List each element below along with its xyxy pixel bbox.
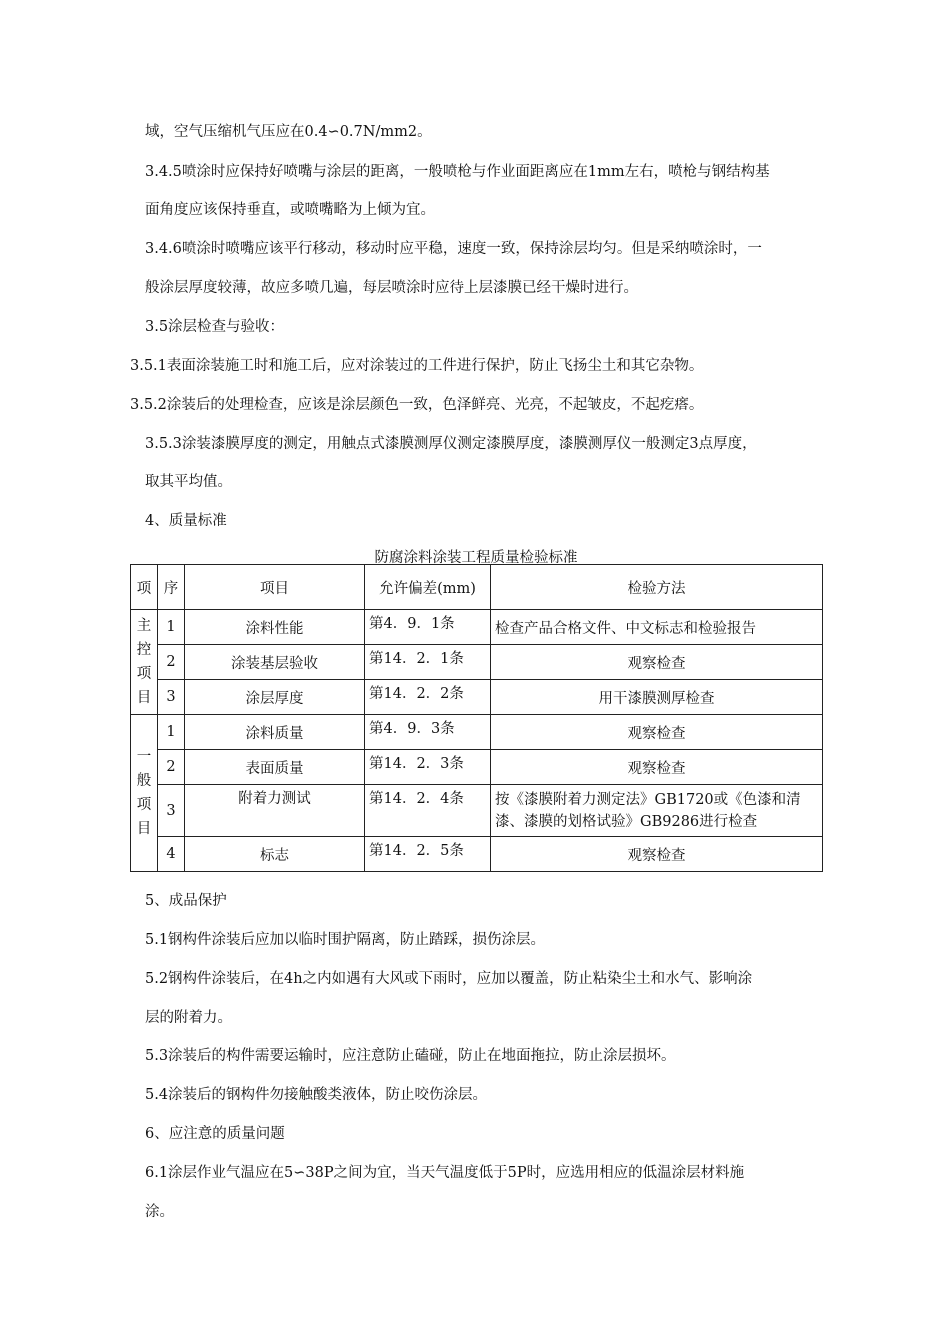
- tolerance-cell: 第14．2．3条: [365, 750, 491, 785]
- paragraph: 3.4.5喷涂时应保持好喷嘴与涂层的距离，一般喷枪与作业面距离应在1mm左右，喷枪与钢结构基: [145, 164, 770, 180]
- tolerance-cell: 第14．2．5条: [365, 837, 491, 872]
- header-cell: 项目: [185, 565, 365, 610]
- method-cell: 观察检查: [491, 750, 823, 785]
- item-cell: 表面质量: [185, 750, 365, 785]
- paragraph: 5.4涂装后的钢构件勿接触酸类液体，防止咬伤涂层。: [145, 1087, 488, 1103]
- row-number: 2: [158, 645, 185, 680]
- paragraph: 涂。: [145, 1204, 174, 1220]
- paragraph: 3.5.3涂装漆膜厚度的测定，用触点式漆膜测厚仪测定漆膜厚度，漆膜测厚仪一般测定3点厚度，: [145, 436, 757, 452]
- table-row: [131, 750, 823, 785]
- header-cell: 序: [158, 565, 185, 610]
- paragraph: 3.4.6喷涂时喷嘴应该平行移动，移动时应平稳，速度一致，保持涂层均匀。但是采纳喷涂时，一: [145, 241, 762, 257]
- method-cell: 用干漆膜测厚检查: [491, 680, 823, 715]
- table-caption: 防腐涂料涂装工程质量检验标准: [374, 550, 578, 566]
- table-row: [131, 610, 823, 645]
- item-cell: 涂层厚度: [185, 680, 365, 715]
- tolerance-cell: 第14．2．2条: [365, 680, 491, 715]
- item-cell: 涂装基层验收: [185, 645, 365, 680]
- paragraph: 取其平均值。: [145, 474, 232, 490]
- category-label: 主 控 项 目: [131, 610, 158, 715]
- table-row: [131, 645, 823, 680]
- paragraph: 面角度应该保持垂直，或喷嘴略为上倾为宜。: [145, 202, 435, 218]
- paragraph: 6.1涂层作业气温应在5∽38P之间为宜，当天气温度低于5P时，应选用相应的低温涂层材料施: [145, 1165, 745, 1181]
- item-cell: 涂料质量: [185, 715, 365, 750]
- table-row: [131, 680, 823, 715]
- row-number: 1: [158, 715, 185, 750]
- table-row: [131, 837, 823, 872]
- tolerance-cell: 第14．2．4条: [365, 785, 491, 837]
- paragraph: 域，空气压缩机气压应在0.4∽0.7N/mm2。: [145, 124, 432, 140]
- paragraph: 层的附着力。: [145, 1010, 232, 1026]
- method-cell: 按《漆膜附着力测定法》GB1720或《色漆和清漆、漆膜的划格试验》GB9286进行检查: [491, 785, 823, 837]
- header-cell: 检验方法: [491, 565, 823, 610]
- paragraph: 5.3涂装后的构件需要运输时，应注意防止磕碰，防止在地面拖拉，防止涂层损坏。: [145, 1048, 676, 1064]
- paragraph: 般涂层厚度较薄，故应多喷几遍，每层喷涂时应待上层漆膜已经干燥时进行。: [145, 280, 638, 296]
- section-heading: 4、质量标准: [145, 513, 227, 529]
- tolerance-cell: 第4．9．1条: [365, 610, 491, 645]
- quality-standard-table: [130, 564, 823, 872]
- method-cell: 观察检查: [491, 837, 823, 872]
- row-number: 2: [158, 750, 185, 785]
- item-cell: 涂料性能: [185, 610, 365, 645]
- row-number: 3: [158, 785, 185, 837]
- paragraph: 3.5.1表面涂装施工时和施工后，应对涂装过的工件进行保护，防止飞扬尘土和其它杂物。: [130, 358, 704, 374]
- table-header-row: [131, 565, 823, 610]
- section-heading: 3.5涂层检查与验收：: [145, 319, 285, 335]
- header-cell: 允许偏差(mm): [365, 565, 491, 610]
- paragraph: 5.1钢构件涂装后应加以临时围护隔离，防止踏踩，损伤涂层。: [145, 932, 546, 948]
- section-heading: 6、应注意的质量问题: [145, 1126, 285, 1142]
- method-cell: 观察检查: [491, 645, 823, 680]
- table-row: [131, 785, 823, 837]
- row-number: 3: [158, 680, 185, 715]
- header-cell: 项: [131, 565, 158, 610]
- section-heading: 5、成品保护: [145, 893, 227, 909]
- item-cell: 附着力测试: [185, 785, 365, 837]
- table-row: [131, 715, 823, 750]
- tolerance-cell: 第14．2．1条: [365, 645, 491, 680]
- paragraph: 5.2钢构件涂装后，在4h之内如遇有大风或下雨时，应加以覆盖，防止粘染尘土和水气、影响涂: [145, 971, 753, 987]
- tolerance-cell: 第4．9．3条: [365, 715, 491, 750]
- paragraph: 3.5.2涂装后的处理检查，应该是涂层颜色一致，色泽鲜亮、光亮，不起皱皮，不起疙瘩。: [130, 397, 704, 413]
- method-cell: 观察检查: [491, 715, 823, 750]
- row-number: 4: [158, 837, 185, 872]
- item-cell: 标志: [185, 837, 365, 872]
- category-label: 一 般 项 目: [131, 715, 158, 872]
- row-number: 1: [158, 610, 185, 645]
- method-cell: 检查产品合格文件、中文标志和检验报告: [491, 610, 823, 645]
